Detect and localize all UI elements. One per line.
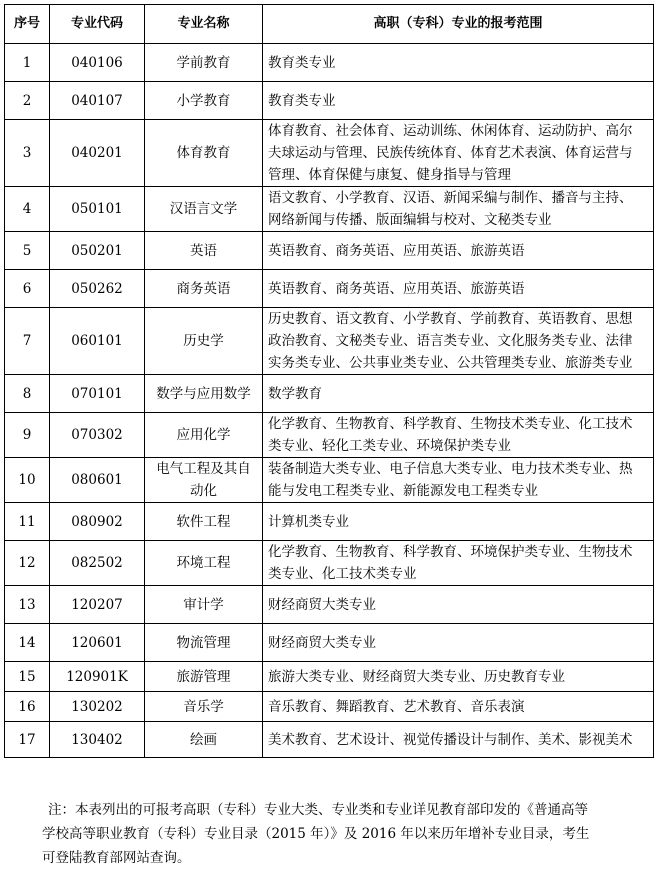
cell-range [263,232,654,270]
cell-code: 080902 [50,503,145,541]
cell-name [145,692,263,722]
cell-range [263,375,654,413]
cell-range [263,187,654,232]
cell-code: 082502 [50,541,145,586]
cell-range [263,722,654,758]
major-table-container [4,4,654,758]
cell-code: 060101 [50,308,145,375]
cell-index: 2 [5,82,50,120]
cell-name-line: 环境工程 [176,555,231,571]
header-code: 专业代码 [50,5,145,44]
cell-range-line: 夫球运动与管理、民族传统体育、体育艺术表演、体育运营与 [268,145,633,161]
table-row [5,270,654,308]
cell-index: 5 [5,232,50,270]
table-row [5,375,654,413]
cell-name [145,624,263,662]
table-row [5,692,654,722]
cell-name-line: 汉语言文学 [169,201,238,217]
cell-name [145,662,263,692]
cell-code: 050262 [50,270,145,308]
cell-index: 16 [5,692,50,722]
cell-range-line: 化学教育、生物教育、科学教育、环境保护类专业、生物技术 [268,544,633,560]
cell-index: 4 [5,187,50,232]
header-index: 序号 [5,5,50,44]
cell-name-line: 小学教育 [176,92,231,109]
cell-code: 120601 [50,624,145,662]
cell-name-line: 动化 [190,483,217,499]
cell-code: 050201 [50,232,145,270]
cell-code: 040106 [50,44,145,82]
cell-range-line: 实务类专业、公共事业类专业、公共管理类专业、旅游类专业 [268,355,633,371]
cell-name-line: 绘画 [190,731,217,748]
cell-index: 6 [5,270,50,308]
cell-name [145,82,263,120]
cell-name [145,503,263,541]
cell-index: 12 [5,541,50,586]
cell-code: 120207 [50,586,145,624]
footnote-line: 学校高等职业教育（专科）专业目录（2015 年）》及 2016 年以来历年增补专业目录，考生 [42,826,590,842]
cell-range-line: 历史教育、语文教育、小学教育、学前教育、英语教育、思想 [268,311,633,327]
cell-code: 050101 [50,187,145,232]
table-row [5,458,654,503]
cell-index: 3 [5,120,50,187]
footnote [42,798,642,870]
cell-code: 070302 [50,413,145,458]
major-table [4,4,654,758]
cell-name [145,44,263,82]
cell-code: 040201 [50,120,145,187]
cell-name-line: 历史学 [183,333,224,349]
cell-range [263,413,654,458]
table-row [5,232,654,270]
cell-index: 7 [5,308,50,375]
cell-range-line: 化学教育、生物教育、科学教育、生物技术类专业、化工技术 [268,416,633,432]
cell-name-line: 英语 [190,242,217,259]
cell-range-line: 装备制造大类专业、电子信息大类专业、电力技术类专业、热 [268,461,633,477]
table-header-row [5,5,654,44]
cell-range-line: 教育类专业 [268,92,336,109]
cell-name-line: 数学与应用数学 [156,385,251,402]
cell-name [145,187,263,232]
cell-range-line: 数学教育 [268,385,322,402]
header-range: 高职（专科）专业的报考范围 [263,5,654,44]
cell-name [145,541,263,586]
cell-range-line: 管理、体育保健与康复、健身指导与管理 [268,167,511,183]
table-row [5,82,654,120]
table-row [5,662,654,692]
cell-range [263,692,654,722]
cell-name [145,722,263,758]
cell-name-line: 应用化学 [176,427,231,443]
cell-range-line: 英语教育、商务英语、应用英语、旅游英语 [268,280,525,297]
table-row [5,624,654,662]
cell-index: 14 [5,624,50,662]
cell-index: 9 [5,413,50,458]
cell-range [263,503,654,541]
cell-index: 13 [5,586,50,624]
header-name: 专业名称 [145,5,263,44]
cell-range-line: 英语教育、商务英语、应用英语、旅游英语 [268,242,525,259]
cell-name-line: 学前教育 [176,54,231,71]
cell-range [263,662,654,692]
table-row [5,308,654,375]
cell-code: 070101 [50,375,145,413]
cell-name-line: 软件工程 [176,513,231,530]
cell-name-line: 物流管理 [176,634,231,651]
cell-range-line: 美术教育、艺术设计、视觉传播设计与制作、美术、影视美术 [268,731,633,748]
cell-name-line: 音乐学 [183,698,224,715]
cell-range [263,308,654,375]
cell-code: 120901K [50,662,145,692]
cell-name [145,232,263,270]
cell-index: 10 [5,458,50,503]
cell-code: 130402 [50,722,145,758]
table-row [5,503,654,541]
table-body [5,44,654,758]
cell-range [263,120,654,187]
cell-range-line: 语文教育、小学教育、汉语、新闻采编与制作、播音与主持、 [268,190,633,206]
cell-range-line: 音乐教育、舞蹈教育、艺术教育、音乐表演 [268,698,525,715]
cell-range [263,541,654,586]
cell-name-line: 审计学 [183,596,224,613]
cell-name-line: 商务英语 [176,280,231,297]
cell-index: 11 [5,503,50,541]
footnote-line: 注：本表列出的可报考高职（专科）专业大类、专业类和专业详见教育部印发的《普通高等 [48,802,588,818]
table-row [5,120,654,187]
cell-index: 15 [5,662,50,692]
cell-range-line: 计算机类专业 [268,513,349,530]
table-row [5,586,654,624]
cell-name-line: 电气工程及其自 [156,461,251,477]
cell-code: 130202 [50,692,145,722]
cell-name [145,120,263,187]
cell-code: 040107 [50,82,145,120]
cell-name-line: 旅游管理 [176,668,231,685]
cell-range [263,82,654,120]
footnote-line: 可登陆教育部网站查询。 [42,850,191,866]
table-row [5,44,654,82]
cell-range-line: 政治教育、文秘类专业、语言类专业、文化服务类专业、法律 [268,333,633,349]
table-row [5,413,654,458]
cell-name-line: 体育教育 [176,145,231,161]
cell-range-line: 财经商贸大类专业 [268,634,376,651]
cell-code: 080601 [50,458,145,503]
cell-range-line: 能与发电工程类专业、新能源发电工程类专业 [268,483,538,499]
cell-range [263,44,654,82]
cell-range-line: 教育类专业 [268,54,336,71]
cell-name [145,308,263,375]
table-row [5,187,654,232]
cell-range-line: 网络新闻与传播、版面编辑与校对、文秘类专业 [268,212,552,228]
table-row [5,541,654,586]
cell-range-line: 旅游大类专业、财经商贸大类专业、历史教育专业 [268,668,565,685]
cell-range [263,458,654,503]
cell-range [263,586,654,624]
cell-name [145,270,263,308]
cell-range-line: 类专业、轻化工类专业、环境保护类专业 [268,438,511,454]
cell-name [145,375,263,413]
cell-index: 8 [5,375,50,413]
cell-range-line: 财经商贸大类专业 [268,596,376,613]
cell-name [145,413,263,458]
cell-range-line: 类专业、化工技术类专业 [268,566,417,582]
cell-range [263,270,654,308]
cell-name [145,586,263,624]
cell-index: 1 [5,44,50,82]
cell-range-line: 体育教育、社会体育、运动训练、休闲体育、运动防护、高尔 [268,123,633,139]
cell-range [263,624,654,662]
cell-name [145,458,263,503]
table-row [5,722,654,758]
cell-index: 17 [5,722,50,758]
